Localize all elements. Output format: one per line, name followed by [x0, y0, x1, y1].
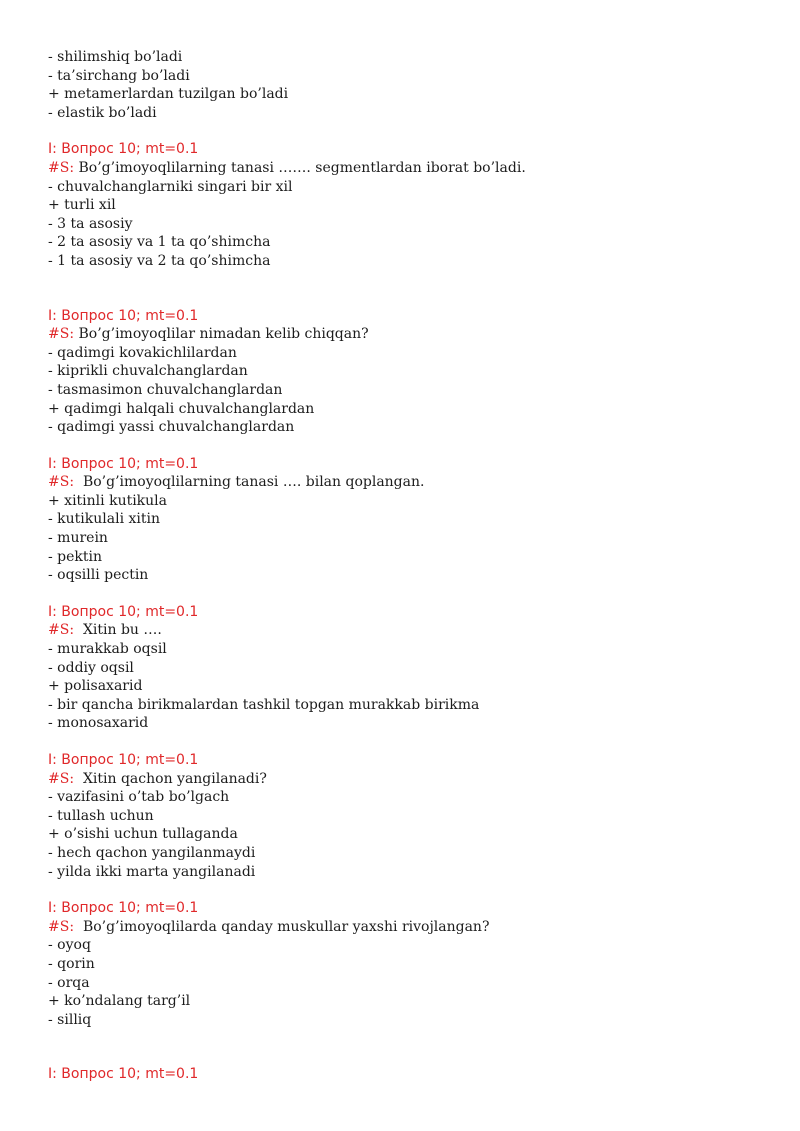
question-text: Bo’g’imoyoqlilarning tanasi ……. segmentlardan iborat bo’ladi. [78, 159, 526, 176]
answer-option: - elastik bo’ladi [48, 104, 157, 121]
answer-option-correct: + metamerlardan tuzilgan bo’ladi [48, 86, 289, 103]
question-block-6 [48, 899, 768, 1029]
question-block-4 [48, 603, 768, 733]
answer-option: - tullash uchun [48, 807, 154, 824]
question-tag: #S: [48, 918, 75, 935]
answer-option-correct: + ko’ndalang targ’il [48, 993, 191, 1010]
question-text: Bo’g’imoyoqlilarning tanasi …. bilan qoplangan. [82, 474, 425, 491]
question-line [48, 159, 768, 178]
answer-option: - qadimgi yassi chuvalchanglardan [48, 419, 295, 436]
answer-option: - murakkab oqsil [48, 641, 167, 658]
answer-option: - shilimshiq bo’ladi [48, 49, 183, 65]
answer-option: - 1 ta asosiy va 2 ta qo’shimcha [48, 252, 271, 269]
question-block-5 [48, 751, 768, 881]
question-tag: #S: [48, 159, 75, 176]
answer-option-correct: + polisaxarid [48, 678, 143, 695]
answer-option: - oyoq [48, 937, 91, 954]
question-text: Xitin bu …. [82, 622, 162, 639]
answer-option: - pektin [48, 548, 103, 565]
question-line [48, 918, 768, 937]
answer-option: - vazifasini o’tab bo’lgach [48, 789, 230, 806]
document-page [48, 48, 768, 1084]
answer-option-correct: + turli xil [48, 197, 116, 214]
answer-option: - qadimgi kovakichlilardan [48, 344, 237, 361]
answer-option: - oqsilli pectin [48, 567, 149, 584]
question-block-3 [48, 455, 768, 585]
answer-option: - orqa [48, 974, 90, 991]
answer-option: - kutikulali xitin [48, 511, 161, 528]
question-tag: #S: [48, 474, 75, 491]
answer-option: - chuvalchanglarniki singari bir xil [48, 178, 293, 195]
question-block-0 [48, 48, 768, 122]
question-header: I: Вопрос 10; mt=0.1 [48, 455, 199, 472]
answer-option: - oddiy oqsil [48, 659, 134, 676]
question-block-2 [48, 307, 768, 437]
question-line [48, 770, 768, 789]
answer-option: - 3 ta asosiy [48, 215, 133, 232]
answer-option: - monosaxarid [48, 715, 149, 732]
answer-option: - tasmasimon chuvalchanglardan [48, 381, 283, 398]
question-block-1 [48, 140, 768, 270]
answer-option-correct: + o’sishi uchun tullaganda [48, 826, 238, 843]
question-header: I: Вопрос 10; mt=0.1 [48, 1066, 199, 1083]
answer-option: - 2 ta asosiy va 1 ta qo’shimcha [48, 234, 271, 251]
question-line [48, 325, 768, 344]
question-tag: #S: [48, 326, 75, 343]
question-text: Bo’g’imoyoqlilarda qanday muskullar yaxshi rivojlangan? [82, 918, 490, 935]
answer-option: - ta’sirchang bo’ladi [48, 67, 190, 84]
question-tag: #S: [48, 770, 75, 787]
answer-option: - silliq [48, 1011, 92, 1028]
question-header: I: Вопрос 10; mt=0.1 [48, 752, 199, 768]
question-text: Xitin qachon yangilanadi? [82, 770, 267, 787]
answer-option: - murein [48, 530, 108, 547]
answer-option: - bir qancha birikmalardan tashkil topgan murakkab birikma [48, 696, 480, 713]
answer-option: - hech qachon yangilanmaydi [48, 844, 256, 861]
question-header: I: Вопрос 10; mt=0.1 [48, 603, 199, 620]
answer-option-correct: + xitinli kutikula [48, 492, 168, 509]
answer-option-correct: + qadimgi halqali chuvalchanglardan [48, 400, 315, 417]
question-line [48, 473, 768, 492]
question-header: I: Вопрос 10; mt=0.1 [48, 307, 199, 324]
question-line [48, 621, 768, 640]
question-header: I: Вопрос 10; mt=0.1 [48, 141, 199, 158]
answer-option: - kiprikli chuvalchanglardan [48, 363, 248, 380]
question-header: I: Вопрос 10; mt=0.1 [48, 900, 199, 917]
question-text: Bo’g’imoyoqlilar nimadan kelib chiqqan? [78, 326, 369, 343]
answer-option: - qorin [48, 955, 95, 972]
question-block-7 [48, 1065, 768, 1084]
question-tag: #S: [48, 622, 75, 639]
answer-option: - yilda ikki marta yangilanadi [48, 863, 256, 880]
